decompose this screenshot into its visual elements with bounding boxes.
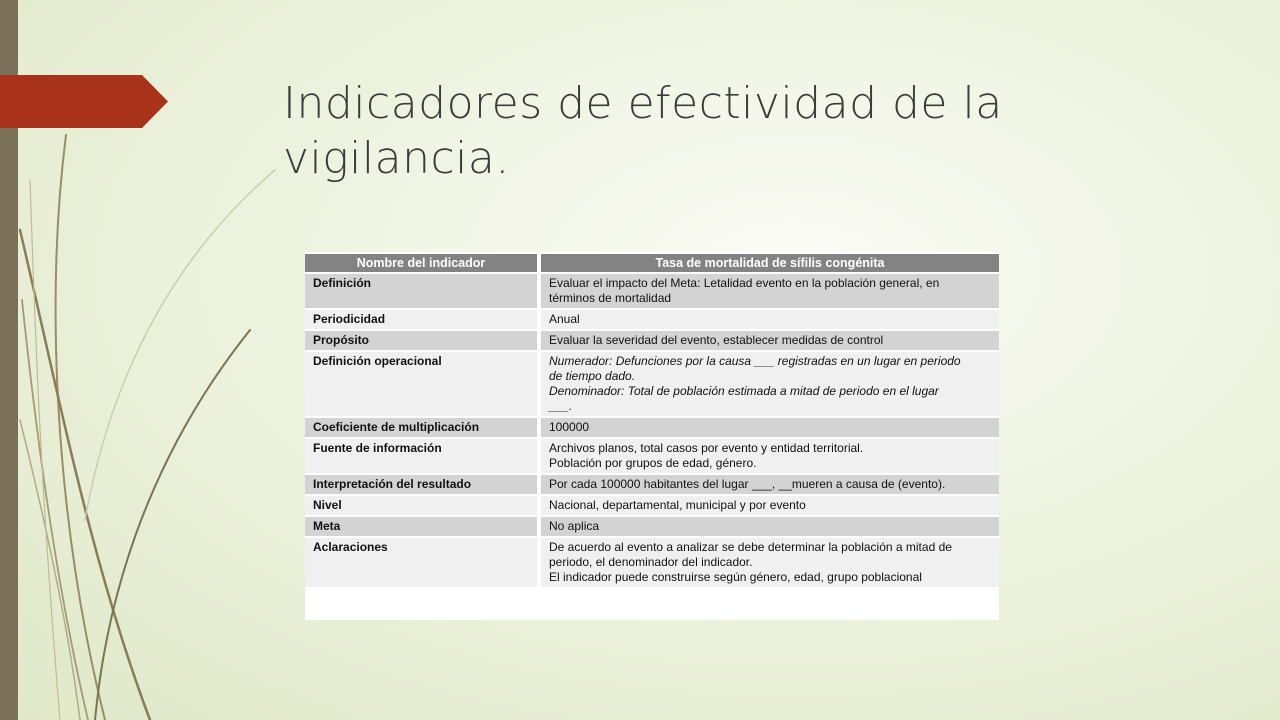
table-row (305, 352, 999, 416)
row-label: Fuente de información (305, 439, 537, 473)
table-row (305, 274, 999, 308)
row-label: Coeficiente de multiplicación (305, 418, 537, 437)
row-value (537, 310, 999, 329)
table-row (305, 496, 999, 515)
table-row (305, 418, 999, 437)
row-value (537, 538, 999, 587)
row-label: Interpretación del resultado (305, 475, 537, 494)
row-value-line: Archivos planos, total casos por evento y entidad territorial. (549, 441, 864, 455)
indicator-table (305, 252, 999, 589)
header-indicator-value: Tasa de mortalidad de sífilis congénita (537, 254, 999, 272)
row-value-line: Por cada 100000 habitantes del lugar ___, __mueren a causa de (evento). (549, 477, 946, 491)
row-label: Definición (305, 274, 537, 308)
row-value (537, 274, 999, 308)
row-value-line: No aplica (549, 519, 600, 533)
row-value-line: Evaluar la severidad del evento, establecer medidas de control (549, 333, 884, 347)
row-label: Nivel (305, 496, 537, 515)
row-value (537, 475, 999, 494)
row-value (537, 352, 999, 416)
row-value (537, 418, 999, 437)
indicator-table-container (305, 252, 999, 620)
row-value-line: Población por grupos de edad, género. (549, 456, 757, 470)
row-value (537, 517, 999, 536)
row-label: Periodicidad (305, 310, 537, 329)
row-value-line: Evaluar el impacto del Meta: Letalidad evento en la población general, en (549, 276, 940, 290)
table-row (305, 538, 999, 587)
table-header-row (305, 254, 999, 272)
row-value (537, 496, 999, 515)
row-label: Meta (305, 517, 537, 536)
row-value (537, 439, 999, 473)
row-label: Propósito (305, 331, 537, 350)
row-value-line: de tiempo dado. (549, 369, 636, 383)
row-value-line: Numerador: Defunciones por la causa ___ registradas en un lugar en periodo (549, 354, 961, 368)
row-value-line: ___. (549, 399, 573, 413)
table-row (305, 517, 999, 536)
row-value-line: periodo, el denominador del indicador. (549, 555, 753, 569)
row-label: Definición operacional (305, 352, 537, 416)
table-row (305, 475, 999, 494)
row-value-line: De acuerdo al evento a analizar se debe determinar la población a mitad de (549, 540, 952, 554)
header-indicator-name: Nombre del indicador (305, 254, 537, 272)
row-value-line: términos de mortalidad (549, 291, 672, 305)
table-row (305, 331, 999, 350)
row-label: Aclaraciones (305, 538, 537, 587)
row-value-line: Denominador: Total de población estimada a mitad de periodo en el lugar (549, 384, 939, 398)
slide-title: Indicadores de efectividad de la vigilancia. (283, 78, 1003, 184)
row-value-line: Nacional, departamental, municipal y por evento (549, 498, 806, 512)
table-row (305, 439, 999, 473)
row-value-line: 100000 (549, 420, 590, 434)
row-value-line: El indicador puede construirse según género, edad, grupo poblacional (549, 570, 922, 584)
row-value-line: Anual (549, 312, 580, 326)
row-value (537, 331, 999, 350)
accent-arrow-shape (0, 75, 168, 128)
table-row (305, 310, 999, 329)
